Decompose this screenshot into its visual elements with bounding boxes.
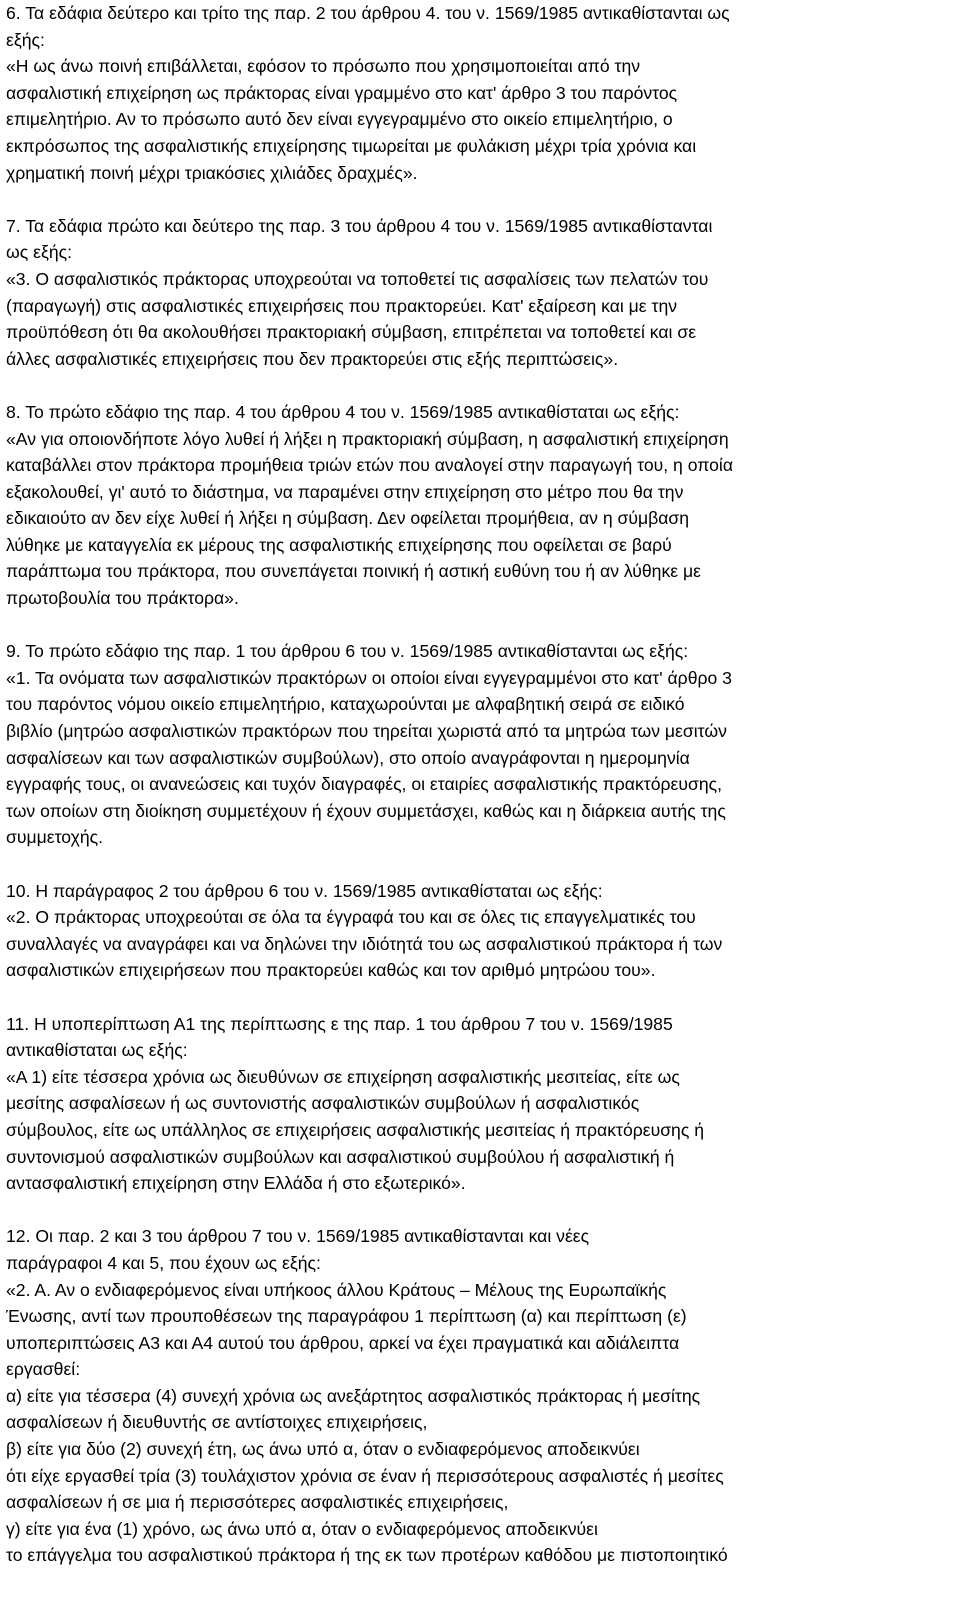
- document-page: [6, 0, 956, 1569]
- text-line: χρηματική ποινή μέχρι τριακόσιες χιλιάδες δραχμές».: [6, 162, 418, 183]
- text-line: αντασφαλιστική επιχείρηση στην Ελλάδα ή στο εξωτερικό».: [6, 1173, 466, 1194]
- text-line: παράπτωμα του πράκτορα, που συνεπάγεται ποινική ή αστική ευθύνη του ή αν λύθηκε με: [6, 561, 701, 582]
- paragraph-8: [6, 399, 956, 612]
- text-line: άλλες ασφαλιστικές επιχειρήσεις που δεν πρακτορεύει στις εξής περιπτώσεις».: [6, 348, 619, 369]
- text-line: 11. Η υποπερίπτωση Α1 της περίπτωσης ε της παρ. 1 του άρθρου 7 του ν. 1569/1985: [6, 1013, 673, 1034]
- paragraph-7: [6, 213, 956, 373]
- text-line: «Η ως άνω ποινή επιβάλλεται, εφόσον το πρόσωπο που χρησιμοποιείται από την: [6, 56, 641, 77]
- text-line: «3. Ο ασφαλιστικός πράκτορας υποχρεούται να τοποθετεί τις ασφαλίσεις των πελατών του: [6, 268, 709, 289]
- text-line: (παραγωγή) στις ασφαλιστικές επιχειρήσεις που πρακτορεύει. Κατ' εξαίρεση και με την: [6, 295, 678, 316]
- paragraph-spacer: [6, 612, 956, 639]
- paragraph-11: [6, 1011, 956, 1197]
- text-line: πρωτοβουλία του πράκτορα».: [6, 588, 239, 609]
- text-line: παράγραφοι 4 και 5, που έχουν ως εξής:: [6, 1252, 321, 1273]
- text-line: προϋπόθεση ότι θα ακολουθήσει πρακτοριακή σύμβαση, επιτρέπεται να τοποθετεί και σε: [6, 322, 697, 343]
- text-line: «1. Τα ονόματα των ασφαλιστικών πρακτόρων οι οποίοι είναι εγγεγραμμένοι στο κατ' άρθρο 3: [6, 667, 732, 688]
- text-line: «Α 1) είτε τέσσερα χρόνια ως διευθύνων σε επιχείρηση ασφαλιστικής μεσιτείας, είτε ως: [6, 1066, 680, 1087]
- text-line: ως εξής:: [6, 242, 72, 263]
- text-line: 7. Τα εδάφια πρώτο και δεύτερο της παρ. 3 του άρθρου 4 του ν. 1569/1985 αντικαθίστανται: [6, 215, 713, 236]
- text-line: 9. Το πρώτο εδάφιο της παρ. 1 του άρθρου 6 του ν. 1569/1985 αντικαθίστανται ως εξής:: [6, 641, 689, 662]
- paragraph-spacer: [6, 372, 956, 399]
- paragraph-9: [6, 638, 956, 851]
- text-line: εκπρόσωπος της ασφαλιστικής επιχείρησης τιμωρείται με φυλάκιση μέχρι τρία χρόνια και: [6, 135, 697, 156]
- paragraph-spacer: [6, 851, 956, 878]
- paragraph-spacer: [6, 984, 956, 1011]
- text-line: 6. Τα εδάφια δεύτερο και τρίτο της παρ. 2 του άρθρου 4. του ν. 1569/1985 αντικαθίστανται ως: [6, 3, 730, 23]
- text-line: 10. Η παράγραφος 2 του άρθρου 6 του ν. 1569/1985 αντικαθίσταται ως εξής:: [6, 880, 603, 901]
- text-line: εδικαιούτο αν δεν είχε λυθεί ή λήξει η σύμβαση. Δεν οφείλεται προμήθεια, αν η σύμβαση: [6, 508, 690, 529]
- paragraph-6: [6, 0, 956, 186]
- paragraph-10: [6, 878, 956, 984]
- text-line: συντονισμού ασφαλιστικών συμβούλων και ασφαλιστικού συμβούλου ή ασφαλιστική ή: [6, 1146, 675, 1167]
- text-line: καταβάλλει στον πράκτορα προμήθεια τριών ετών που αναλογεί στην παραγωγή του, η οποία: [6, 455, 733, 476]
- text-line: υποπεριπτώσεις Α3 και Α4 αυτού του άρθρου, αρκεί να έχει πραγματικά και αδιάλειπτα: [6, 1332, 680, 1353]
- text-line: βιβλίο (μητρώο ασφαλιστικών πρακτόρων που τηρείται χωριστά από τα μητρώα των μεσιτών: [6, 721, 727, 742]
- text-line: ασφαλίσεων ή σε μια ή περισσότερες ασφαλιστικές επιχειρήσεις,: [6, 1492, 509, 1513]
- text-line: σύμβουλος, είτε ως υπάλληλος σε επιχειρήσεις ασφαλιστικής μεσιτείας ή πρακτόρευσης ή: [6, 1119, 704, 1140]
- text-line: ότι είχε εργασθεί τρία (3) τουλάχιστον χρόνια σε έναν ή περισσότερους ασφαλιστές ή μεσίτες: [6, 1465, 724, 1486]
- text-line: του παρόντος νόμου οικείο επιμελητήριο, καταχωρούνται με αλφαβητική σειρά σε ειδικό: [6, 694, 685, 715]
- text-line: λύθηκε με καταγγελία εκ μέρους της ασφαλιστικής επιχείρησης που οφείλεται σε βαρύ: [6, 534, 672, 555]
- text-line: των οποίων στη διοίκηση συμμετέχουν ή έχουν συμμετάσχει, καθώς και η διάρκεια αυτής της: [6, 800, 726, 821]
- text-line: εγγραφής τους, οι ανανεώσεις και τυχόν διαγραφές, οι εταιρίες ασφαλιστικής πρακτόρευσης,: [6, 774, 722, 795]
- text-line: γ) είτε για ένα (1) χρόνο, ως άνω υπό α, όταν ο ενδιαφερόμενος αποδεικνύει: [6, 1518, 598, 1539]
- text-line: εξακολουθεί, γι' αυτό το διάστημα, να παραμένει στην επιχείρηση στο μέτρο που θα την: [6, 481, 684, 502]
- text-line: μεσίτης ασφαλίσεων ή ως συντονιστής ασφαλιστικών συμβούλων ή ασφαλιστικός: [6, 1093, 640, 1114]
- text-line: το επάγγελμα του ασφαλιστικού πράκτορα ή της εκ των προτέρων καθόδου με πιστοποιητικό: [6, 1545, 728, 1566]
- text-line: «Αν για οποιονδήποτε λόγο λυθεί ή λήξει η πρακτοριακή σύμβαση, η ασφαλιστική επιχείρηση: [6, 428, 729, 449]
- text-line: «2. Α. Αν ο ενδιαφερόμενος είναι υπήκοος άλλου Κράτους – Μέλους της Ευρωπαϊκής: [6, 1279, 667, 1300]
- text-line: συναλλαγές να αναγράφει και να δηλώνει την ιδιότητά του ως ασφαλιστικού πράκτορα ή των: [6, 933, 723, 954]
- paragraph-12: [6, 1223, 956, 1569]
- text-line: αντικαθίσταται ως εξής:: [6, 1040, 188, 1061]
- text-line: εργασθεί:: [6, 1359, 81, 1380]
- text-line: ασφαλιστική επιχείρηση ως πράκτορας είναι γραμμένο στο κατ' άρθρο 3 του παρόντος: [6, 82, 678, 103]
- text-line: συμμετοχής.: [6, 827, 103, 848]
- text-line: «2. Ο πράκτορας υποχρεούται σε όλα τα έγγραφά του και σε όλες τις επαγγελματικές του: [6, 907, 696, 928]
- text-line: 8. Το πρώτο εδάφιο της παρ. 4 του άρθρου 4 του ν. 1569/1985 αντικαθίσταται ως εξής:: [6, 401, 680, 422]
- text-line: επιμελητήριο. Αν το πρόσωπο αυτό δεν είναι εγγεγραμμένο στο οικείο επιμελητήριο, ο: [6, 109, 673, 130]
- paragraph-spacer: [6, 186, 956, 213]
- text-line: β) είτε για δύο (2) συνεχή έτη, ως άνω υπό α, όταν ο ενδιαφερόμενος αποδεικνύει: [6, 1439, 640, 1460]
- text-line: ασφαλίσεων ή διευθυντής σε αντίστοιχες επιχειρήσεις,: [6, 1412, 428, 1433]
- text-line: ασφαλίσεων και των ασφαλιστικών συμβούλων), στο οποίο αναγράφονται η ημερομηνία: [6, 747, 690, 768]
- text-line: α) είτε για τέσσερα (4) συνεχή χρόνια ως ανεξάρτητος ασφαλιστικός πράκτορας ή μεσίτης: [6, 1385, 701, 1406]
- text-line: εξής:: [6, 29, 45, 50]
- text-line: ασφαλιστικών επιχειρήσεων που πρακτορεύει καθώς και τον αριθμό μητρώου του».: [6, 960, 656, 981]
- text-line: 12. Οι παρ. 2 και 3 του άρθρου 7 του ν. 1569/1985 αντικαθίστανται και νέες: [6, 1226, 590, 1247]
- paragraph-spacer: [6, 1197, 956, 1224]
- text-line: Ένωσης, αντί των προυποθέσεων της παραγράφου 1 περίπτωση (α) και περίπτωση (ε): [6, 1306, 687, 1327]
